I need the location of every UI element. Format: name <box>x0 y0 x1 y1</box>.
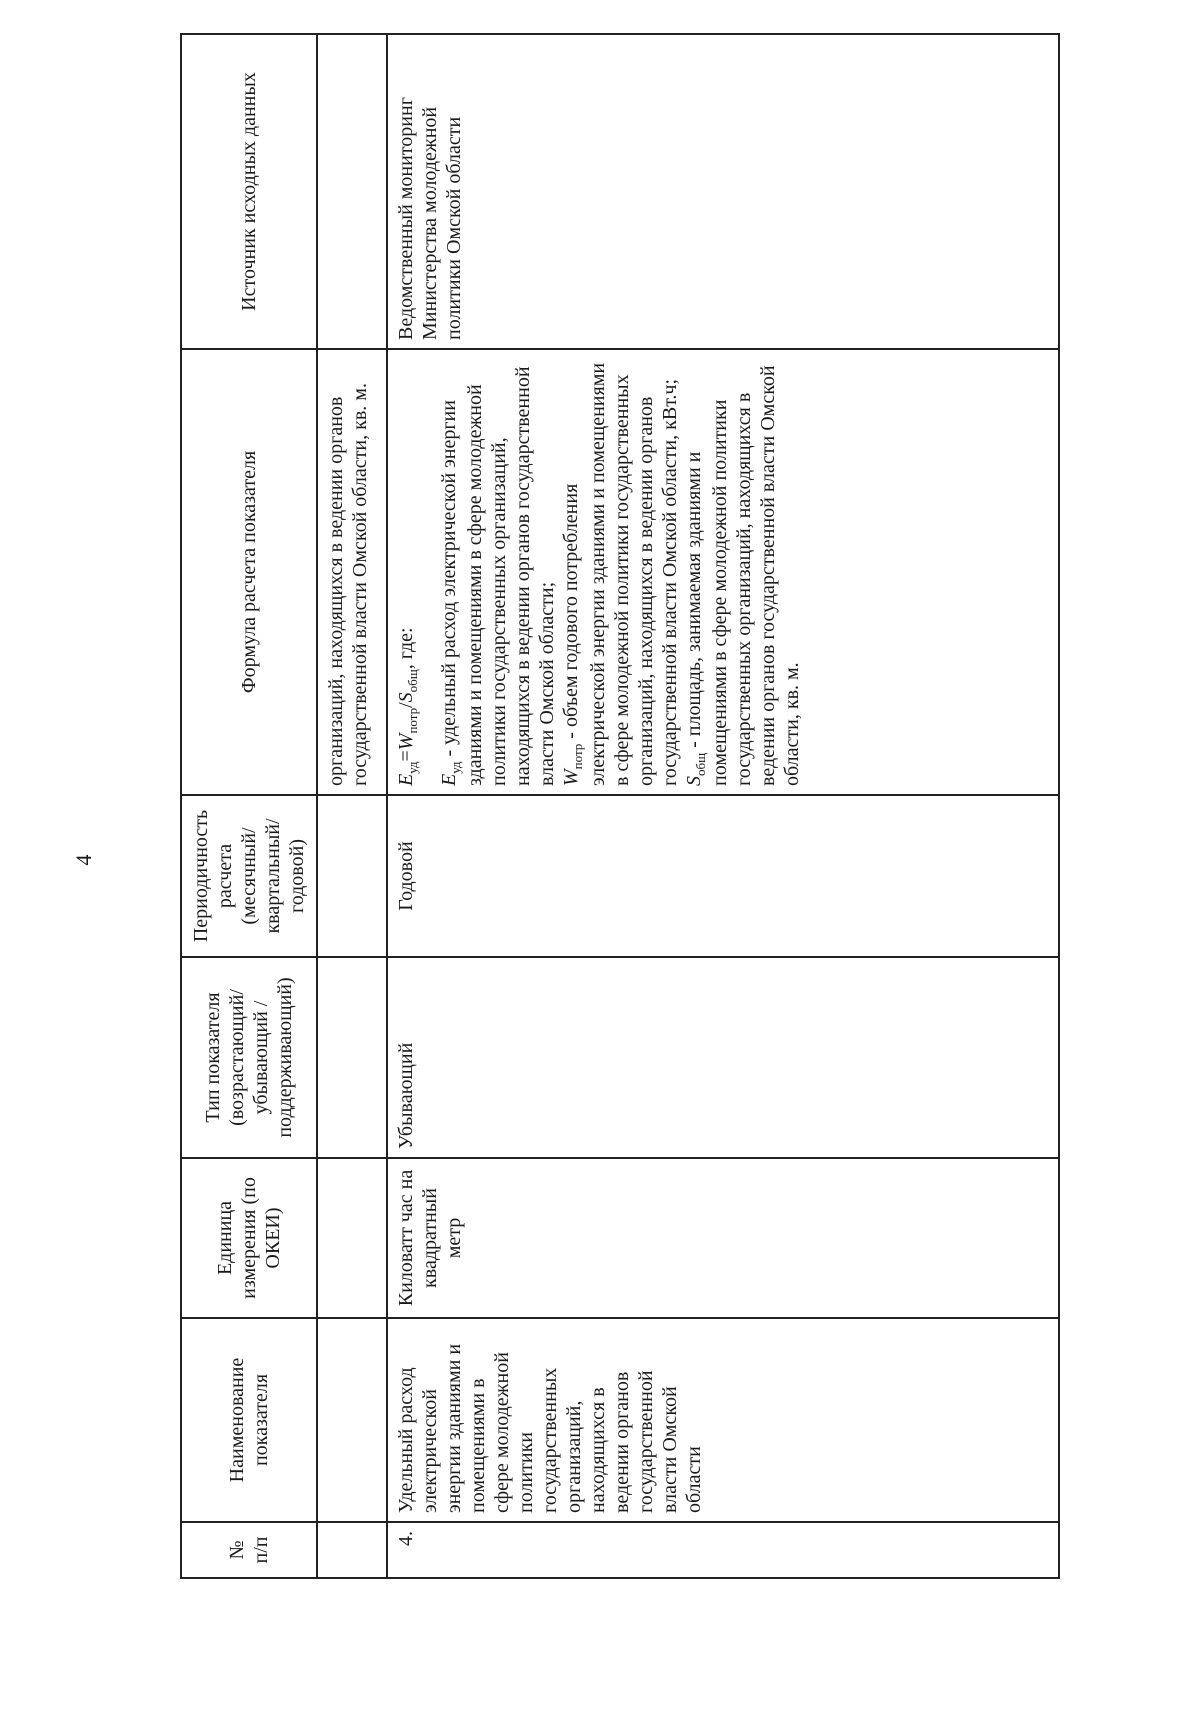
header-num: № п/п <box>181 1522 317 1578</box>
row4-source: Ведомственный мониторинг Министерства молодежной политики Омской области <box>387 34 1059 349</box>
cont-formula: организаций, находящихся в ведении органов государственной власти Омской области, кв. м. <box>317 349 387 795</box>
indicator-table-frame <box>180 35 1060 1579</box>
cont-source <box>317 34 387 349</box>
header-unit: Единица измерения (по ОКЕИ) <box>181 1158 317 1318</box>
formula-def-s: $S_{общ}$ - площадь, занимаемая зданиями и помещениями в сфере молодежной политики государственных организаций, находящихся в ведении органов государственной власти Омской области, кв. м. <box>682 365 804 786</box>
cont-unit <box>317 1158 387 1318</box>
formula-def-e: $E_{уд}$ - удельный расход электрической энергии зданиями и помещениями в сфере молодежной политики государственных организаций, находящихся в ведении органов государственной власти Омской области; <box>437 366 559 786</box>
table-header-row <box>181 34 317 1578</box>
formula-equation: $E_{уд}=W_{потр}/S_{общ}$, где: <box>395 627 420 786</box>
cont-period <box>317 795 387 957</box>
table-row-4 <box>387 34 1059 1578</box>
row4-name: Удельный расход электрической энергии зданиями и помещениями в сфере молодежной политики государственных организаций, находящихся в ведении органов государственной власти Омской области <box>387 1318 1059 1522</box>
row4-period: Годовой <box>387 795 1059 957</box>
row4-type: Убывающий <box>387 957 1059 1158</box>
row4-num: 4. <box>387 1522 1059 1578</box>
row4-unit: Киловатт час на квадратный метр <box>387 1158 1059 1318</box>
header-formula: Формула расчета показателя <box>181 349 317 795</box>
indicator-table <box>180 33 1060 1579</box>
header-source: Источник исходных данных <box>181 34 317 349</box>
cont-type <box>317 957 387 1158</box>
cont-num <box>317 1522 387 1578</box>
cont-name <box>317 1318 387 1522</box>
header-type: Тип показателя (возрастающий/ убывающий / поддерживающий) <box>181 957 317 1158</box>
header-period: Периодичность расчета (месячный/ квартальный/ годовой) <box>181 795 317 957</box>
formula-def-w: $W_{потр}$ - объем годового потребления электрической энергии зданиями и помещениями в сфере молодежной политики государственных организаций, находящихся в ведении органов государственной власти Омской области, кВт.ч; <box>560 362 681 786</box>
header-name: Наименование показателя <box>181 1318 317 1522</box>
page-number: 4 <box>71 854 96 866</box>
row4-formula <box>387 349 1059 795</box>
table-row-continuation <box>317 34 387 1578</box>
